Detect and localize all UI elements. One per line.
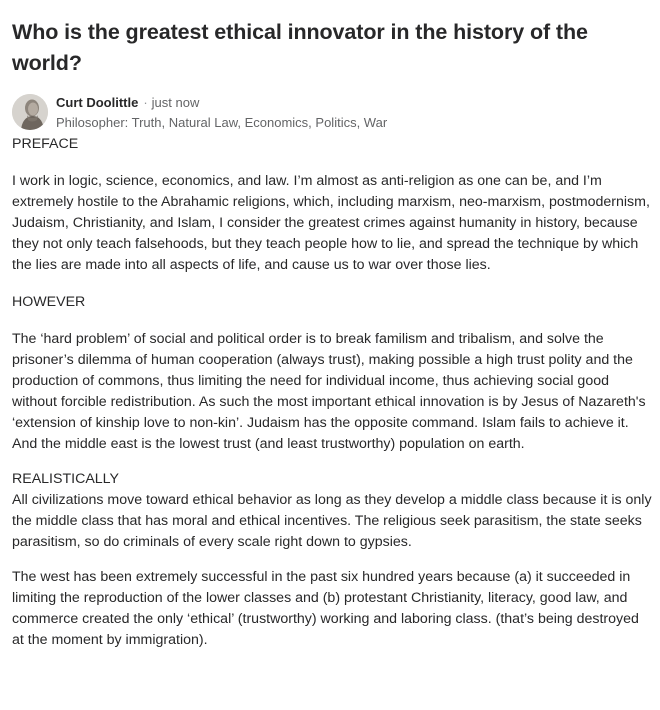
user-avatar-icon[interactable] — [12, 94, 48, 130]
question-title[interactable]: Who is the greatest ethical innovator in the history of the world? — [12, 20, 588, 75]
west-paragraph: The west has been extremely successful in the past six hundred years because (a) it succeeded in limiting the reproduction of the lower classes and (b) protestant Christianity, literacy, good law, and commerce created the only ‘ethical’ (trustworthy) working and laboring class. (that’s being destroyed at the moment by immigration). — [12, 569, 639, 648]
preface-heading: PREFACE — [12, 136, 79, 152]
author-line — [56, 93, 387, 113]
meta-separator: · — [143, 95, 148, 110]
realistically-paragraph: All civilizations move toward ethical behavior as long as they develop a middle class because it is only the middle class that has moral and ethical incentives. The religious seek parasitism, the state seeks parasitism, so do criminals of every scale right down to gypsies. — [12, 492, 652, 550]
answer-body — [12, 134, 652, 651]
however-paragraph: The ‘hard problem’ of social and political order is to break familism and tribalism, and solve the prisoner’s dilemma of human cooperation (always trust), making possible a high trust polity and the production of commons, thus limiting the need for individual income, thus achieving social good without forcible redistribution. As such the most important ethical innovation is by Jesus of Nazareth's ‘extension of kinship love to non-kin’. Judaism has the opposite command. Islam fails to achieve it. And the middle east is the lowest trust (and least trustworthy) population on earth. — [12, 331, 646, 452]
answer-timestamp[interactable]: just now — [151, 95, 200, 110]
author-meta — [56, 93, 387, 133]
answer-page — [12, 0, 652, 651]
preface-paragraph: I work in logic, science, economics, and law. I’m almost as anti-religion as one can be, and I’m extremely hostile to the Abrahamic religions, which, including marxism, neo-marxism, postmodernism, Judaism, Christianity, and Islam, I consider the greatest crimes against humanity in history, because they not only teach falsehoods, but they teach people how to lie, and spread the technique by which the lies are made into all aspects of life, and cause us to war over those lies. — [12, 173, 650, 273]
realistically-heading: REALISTICALLY — [12, 471, 119, 487]
author-header — [12, 93, 652, 133]
author-name[interactable]: Curt Doolittle — [56, 95, 139, 110]
however-heading: HOWEVER — [12, 294, 86, 310]
author-credential[interactable]: Philosopher: Truth, Natural Law, Economics, Politics, War — [56, 115, 388, 130]
